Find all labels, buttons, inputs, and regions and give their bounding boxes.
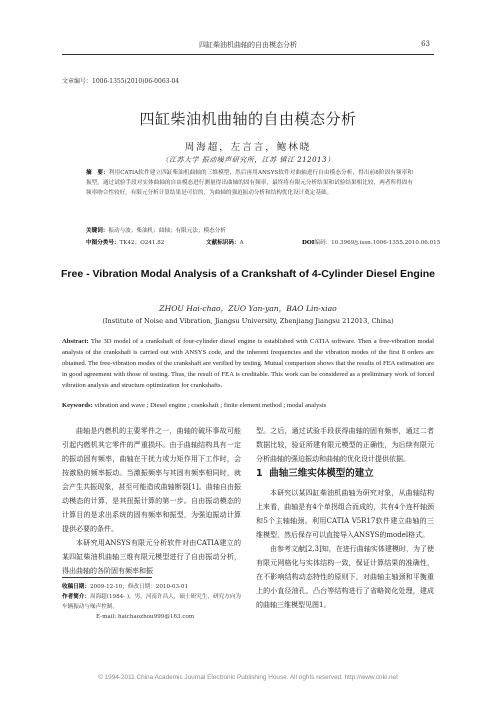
abstract-chinese [86, 168, 413, 198]
body-paragraph: 型。之后，通过试验手段获得曲轴的固有频率，通过二者数据比较，验证所建有限元模型的正确性，为后续有限元分析曲轴的强迫振动和曲轴的优化设计提供依据。 [256, 427, 434, 463]
abstract-english [62, 336, 434, 391]
abstract-chinese-label: 摘 要： [86, 170, 109, 176]
title-english: Free - Vibration Modal Analysis of a Crankshaft of 4-Cylinder Diesel Engine [60, 268, 435, 280]
affiliation-english: (Institute of Noise and Vibration, Jiangsu University, Zhenjiang Jiangsu 212013, China) [102, 317, 394, 325]
received-value: 2009-12-10；修改日期：2010-03-01 [89, 584, 189, 590]
footnote-rule [62, 577, 152, 578]
section-number: 1 [256, 468, 263, 479]
body-left-column [62, 424, 241, 578]
body-paragraph: 由参考文献[2,3]知，在进行曲轴实体建模时，为了使有限元网格化与实体结构一致，保证计算结果的准确性，在不影响结构动态特性的原则下，对曲轴主轴颈和平衡重上的小直径油孔，凸台等结构进行了省略简化处理，建成的曲轴三维模型见图1。 [256, 545, 434, 609]
authors-chinese: 周海超，左言言，鲍林晓 [184, 142, 312, 153]
body-paragraph: 曲轴是内燃机的主要零件之一，曲轴的破坏事故可能引起内燃机其它零件的严重损坏。由于曲轴结构具有一定的振动固有频率，曲轴在干扰力或力矩作用下工作时，会按激励的频率振动。当激振频率与其固有频率相同时，就会产生共振现象，甚至可能造成曲轴断裂[1]。曲轴自由振动模态的计算，是其扭振计算的第一步。自由振动模态的计算目的是求出系统的固有频率和振型，为强迫振动计算提供必要的条件。 [62, 427, 241, 533]
doi-label: DOI [302, 240, 315, 246]
doc-code-label: 文献标识码： [206, 240, 240, 246]
keywords-chinese-label: 关键词： [86, 228, 109, 234]
author-email: E-mail: haichaozhou999@163.com [96, 614, 195, 620]
authors-english: ZHOU Hai-chao，ZUO Yan-yan，BAO Lin-xiao [159, 304, 337, 313]
received-label: 收稿日期： [62, 584, 90, 590]
running-title: 四缸柴油机曲轴的自由模态分析 [199, 41, 297, 49]
body-right-column [256, 486, 434, 612]
footnote [62, 582, 241, 622]
abstract-english-text: The 3D model of a crankshaft of four-cylinder diesel engine is established with CATIA software. Then a free-vibration modal analysis of the crankshaft is carried out with ANSYS code, and the inherent frequencies and the vibration modes of the first 8 orders are obtained. The free-vibration modes of the crankshaft are verified by testing. Mutual comparison shows that the results of FEA estimation are in good agreement with those of testing. Thus, the result of FEA is creditable. This work can be considered as a preliminary work of forced vibration analysis and structure optimization for crankshafts. [62, 338, 434, 389]
body-paragraph: 本研究以某四缸柴油机曲轴为研究对象，从曲轴结构上来看，曲轴是有4个单拐组合而成的，共有4个连杆轴颈和5个主轴轴颈。利用CATIA V5R17软件建立曲轴的三维模型，然后保存可以直接导入ANSYS的model格式。 [256, 489, 434, 539]
doc-code-value: A [239, 240, 244, 246]
keywords-english-text: vibration and wave ; Diesel engine ; crankshaft ; finite element method ; modal analysis [94, 402, 327, 409]
copyright-footer: © 1994-2011 China Academic Journal Electronic Publishing House. All rights reserved. http://www.cnki.net [98, 674, 398, 681]
keywords-chinese [86, 226, 416, 234]
abstract-english-label: Abstract: [62, 338, 89, 345]
clc-label: 中图分类号： [86, 240, 120, 246]
page-number: 63 [421, 40, 430, 48]
received-date [62, 582, 241, 592]
author-bio-value: 周海超(1984- )，男，河南许昌人，硕士研究生，研究方向为车辆振动与噪声控制。 [62, 594, 241, 610]
author-bio [62, 592, 241, 612]
doi-value: 编码：10.3969/j.issn.1006-1355.2010.06.015 [314, 240, 441, 246]
affiliation-chinese: （江苏大学 振动噪声研究所，江苏 镇江 212013） [161, 156, 335, 164]
clc-value: TK42；O241.82 [119, 240, 165, 246]
section-heading [256, 465, 434, 479]
body-right-column-top [256, 424, 434, 466]
keywords-chinese-text: 振动与波；柴油机；曲轴；有限元法；模态分析 [108, 228, 226, 234]
header-rule [62, 54, 434, 55]
body-paragraph: 本研究用ANSYS有限元分析软件对由CATIA建立的某四缸柴油机曲轴三维有限元模型进行了自由振动分析，得出曲轴的各阶固有频率和振 [62, 539, 241, 575]
section-title: 曲轴三维实体模型的建立 [269, 468, 374, 479]
abstract-chinese-text: 利用CATIA软件建立四缸柴油机曲轴的三维模型，然后再用ANSYS软件对曲轴进行自由模态分析，得出前8阶固有频率和振型。通过试验手段对实体曲轴的自由模态进行测量得出曲轴的固有频率，最终将有限元分析结果和试验结果相比较，两者所得固有频率吻合性较好，有限元分析计算结果是可信的，为曲轴的强迫振动分析和结构优化设计奠定基础。 [86, 170, 413, 196]
title-chinese: 四缸柴油机曲轴的自由模态分析 [139, 110, 357, 128]
author-bio-label: 作者简介： [62, 594, 90, 600]
keywords-english [62, 402, 434, 409]
article-number: 文章编号：1006-1355(2010)06-0063-04 [62, 78, 180, 85]
keywords-english-label: Keywords: [62, 402, 93, 409]
